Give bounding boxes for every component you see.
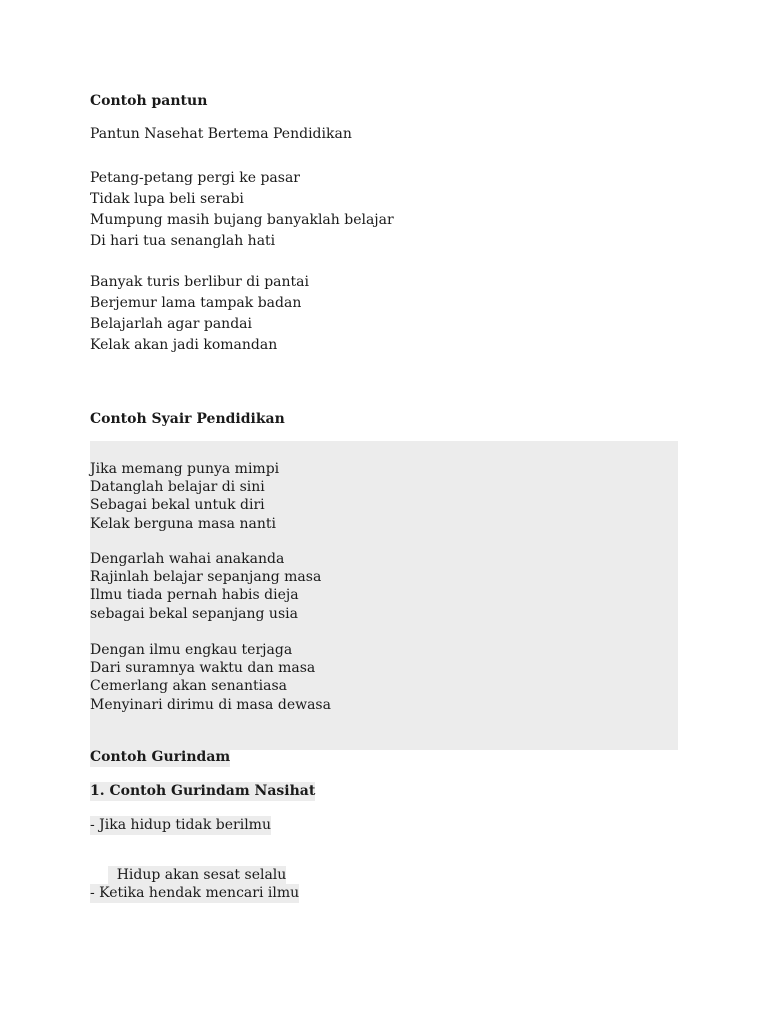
syair-line: Cemerlang akan senantiasa bbox=[90, 678, 287, 695]
heading-pantun: Contoh pantun bbox=[90, 93, 208, 109]
syair-stanza-1 bbox=[90, 460, 279, 533]
syair-line: sebagai bekal sepanjang usia bbox=[90, 605, 298, 622]
pantun-subtitle: Pantun Nasehat Bertema Pendidikan bbox=[90, 126, 352, 142]
pantun-stanza-2 bbox=[90, 272, 309, 356]
pantun-line: Kelak akan jadi komandan bbox=[90, 337, 278, 353]
syair-line: Menyinari dirimu di masa dewasa bbox=[90, 696, 331, 713]
syair-line: Datanglah belajar di sini bbox=[90, 479, 265, 496]
syair-line: Sebagai bekal untuk diri bbox=[90, 497, 265, 514]
syair-line: Kelak berguna masa nanti bbox=[90, 515, 276, 532]
syair-stanza-3 bbox=[90, 641, 331, 714]
gurindam-line: - Jika hidup tidak berilmu bbox=[90, 817, 271, 833]
syair-line: Rajinlah belajar sepanjang masa bbox=[90, 569, 322, 586]
pantun-line: Tidak lupa beli serabi bbox=[90, 191, 244, 207]
syair-line: Dengan ilmu engkau terjaga bbox=[90, 642, 293, 658]
gurindam-line: - Ketika hendak mencari ilmu bbox=[90, 885, 300, 901]
subheading-gurindam-text: 1. Contoh Gurindam Nasihat bbox=[90, 783, 316, 799]
gurindam-line-1 bbox=[90, 817, 271, 833]
pantun-line: Petang-petang pergi ke pasar bbox=[90, 170, 300, 186]
heading-gurindam bbox=[90, 749, 230, 765]
syair-stanza-2 bbox=[90, 550, 321, 623]
syair-line: Dengarlah wahai anakanda bbox=[90, 551, 285, 567]
pantun-line: Banyak turis berlibur di pantai bbox=[90, 274, 309, 290]
syair-line: Dari suramnya waktu dan masa bbox=[90, 660, 316, 677]
syair-line: Jika memang punya mimpi bbox=[90, 461, 280, 477]
gurindam-line: Hidup akan sesat selalu bbox=[107, 867, 287, 883]
pantun-line: Berjemur lama tampak badan bbox=[90, 295, 302, 311]
pantun-line: Belajarlah agar pandai bbox=[90, 316, 252, 332]
syair-line: Ilmu tiada pernah habis dieja bbox=[90, 587, 299, 604]
heading-gurindam-text: Contoh Gurindam bbox=[90, 749, 231, 765]
subheading-gurindam bbox=[90, 783, 315, 799]
pantun-stanza-1 bbox=[90, 168, 394, 252]
pantun-line: Di hari tua senanglah hati bbox=[90, 233, 276, 249]
gurindam-line-3 bbox=[90, 885, 299, 901]
heading-syair: Contoh Syair Pendidikan bbox=[90, 411, 285, 427]
pantun-line: Mumpung masih bujang banyaklah belajar bbox=[90, 212, 394, 228]
